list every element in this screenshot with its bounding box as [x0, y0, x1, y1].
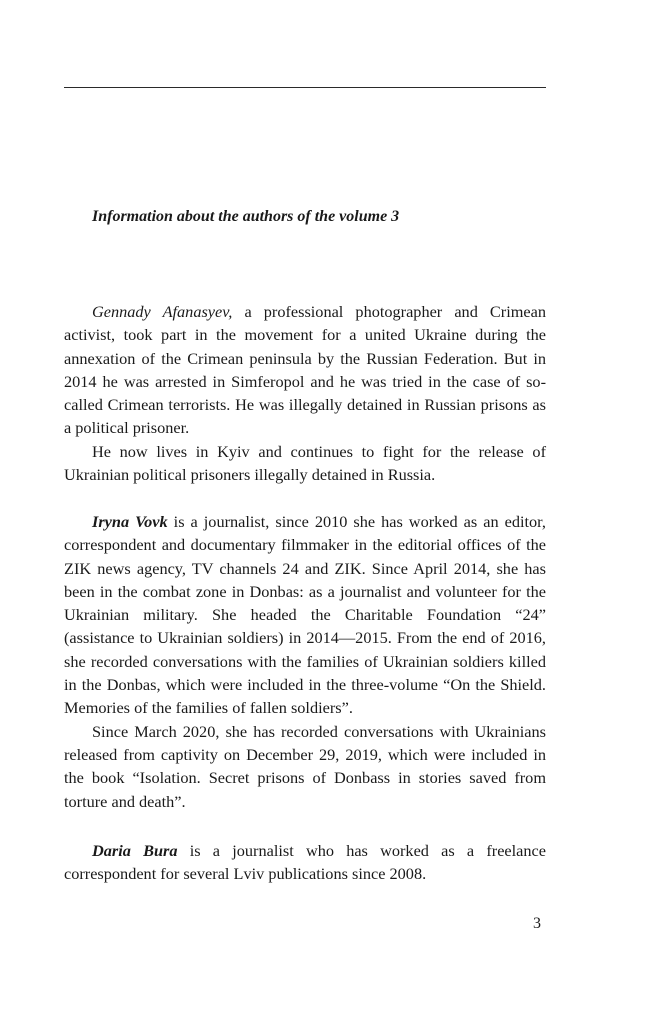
bio-paragraph: Since March 2020, she has recorded conversations with Ukrainians released from captivity on December 29, 2019, which were included in the book “Isolation. Secret prisons of Donbass in stories saved from torture and death”.	[64, 721, 546, 811]
author-name: Gennady Afanasyev,	[92, 302, 233, 321]
section-heading: Information about the authors of the volume 3	[92, 208, 400, 225]
header-rule	[64, 87, 546, 88]
bio-paragraph: He now lives in Kyiv and continues to fight for the release of Ukrainian political prisoners illegally detained in Russia.	[64, 441, 546, 485]
bio-paragraph	[64, 510, 546, 720]
bio-text: is a journalist who has worked as a freelance correspondent for several Lviv publications since 2008.	[64, 841, 546, 884]
bio-text: a professional photographer and Crimean activist, took part in the movement for a united Ukraine during the annexation of the Crimean peninsula by the Russian Federation. But in 2014 he was arrested in Simferopol and he was tried in the case of so-called Crimean terrorists. He was illegally detained in Russian prisons as a political prisoner.	[64, 302, 546, 438]
bio-text: is a journalist, since 2010 she has worked as an editor, correspondent and documentary filmmaker in the editorial offices of the ZIK news agency, TV channels 24 and ZIK. Since April 2014, she has been in the combat zone in Donbas: as a journalist and volunteer for the Ukrainian military. She headed the Charitable Foundation “24” (assistance to Ukrainian soldiers) in 2014—2015. From the end of 2016, she recorded conversations with the families of Ukrainian soldiers killed in the Donbas, which were included in the three-volume “On the Shield. Memories of the families of fallen soldiers”.	[64, 512, 546, 718]
page-number: 3	[533, 915, 541, 932]
author-bio-vovk	[64, 510, 546, 813]
author-bio-bura	[64, 839, 546, 886]
bio-paragraph	[64, 300, 546, 440]
author-bio-afanasyev	[64, 300, 546, 486]
author-name: Iryna Vovk	[92, 512, 168, 531]
bio-paragraph	[64, 839, 546, 886]
author-name: Daria Bura	[92, 841, 178, 860]
